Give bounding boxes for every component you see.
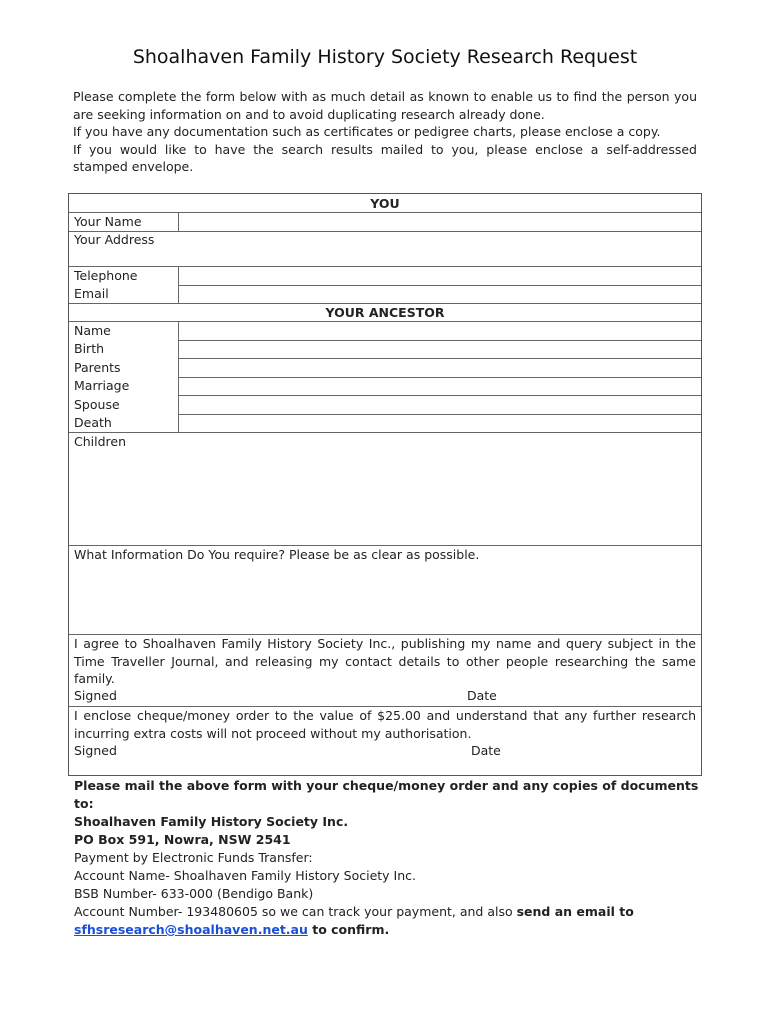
account-number: Account Number- 193480605 so we can track your payment, and also [74, 904, 517, 919]
research-request-form [68, 193, 702, 776]
mail-instruction: Please mail the above form with your cheque/money order and any copies of documents to: [74, 778, 699, 811]
your-address-field[interactable] [179, 232, 701, 266]
intro-paragraph-1: Please complete the form below with as much detail as known to enable us to find the person you are seeking information on and to avoid duplicating research already done. [73, 89, 697, 122]
children-label: Children [74, 434, 127, 449]
spouse-label: Spouse [74, 397, 120, 412]
parents-label: Parents [74, 360, 121, 375]
ancestor-section-header: YOUR ANCESTOR [325, 305, 445, 320]
postal-address: PO Box 591, Nowra, NSW 2541 [74, 832, 291, 847]
signed-label: Signed [74, 688, 117, 703]
death-field[interactable] [179, 415, 701, 432]
information-required-label: What Information Do You require? Please be as clear as possible. [74, 547, 480, 562]
birth-field[interactable] [179, 341, 701, 358]
spouse-field[interactable] [179, 396, 701, 414]
account-number-line [74, 903, 714, 921]
account-name: Account Name- Shoalhaven Family History Society Inc. [74, 868, 416, 883]
your-name-field[interactable] [179, 213, 701, 231]
page-title: Shoalhaven Family History Society Research Request [132, 46, 638, 68]
intro-text [73, 88, 697, 176]
organization-name: Shoalhaven Family History Society Inc. [74, 814, 349, 829]
death-label: Death [74, 415, 112, 430]
confirm-text: to confirm. [307, 922, 390, 937]
bsb-number: BSB Number- 633-000 (Bendigo Bank) [74, 886, 314, 901]
eft-heading: Payment by Electronic Funds Transfer: [74, 850, 313, 865]
you-section-header: YOU [370, 196, 400, 211]
your-name-label: Your Name [74, 214, 142, 229]
send-email-text: send an email to [516, 904, 634, 919]
payment-agreement-text: I enclose cheque/money order to the value of $25.00 and understand that any further research incurring extra costs will not proceed without my authorisation. [74, 708, 696, 741]
email-field[interactable] [179, 286, 701, 303]
your-address-label: Your Address [74, 232, 155, 247]
marriage-field[interactable] [179, 378, 701, 395]
signed-label: Signed [74, 743, 117, 758]
divider [69, 303, 701, 304]
publishing-consent-text: I agree to Shoalhaven Family History Society Inc., publishing my name and query subject in the Time Traveller Journal, and releasing my contact details to other people researching the same family. [74, 636, 696, 686]
children-field[interactable] [69, 433, 701, 544]
email-label: Email [74, 286, 109, 301]
intro-paragraph-2: If you have any documentation such as certificates or pedigree charts, please enclose a copy. [73, 124, 661, 139]
birth-label: Birth [74, 341, 105, 356]
information-required-field[interactable] [69, 546, 701, 634]
ancestor-name-field[interactable] [179, 322, 701, 340]
email-link[interactable]: sfhsresearch@shoalhaven.net.au [74, 922, 308, 937]
date-label: Date [471, 743, 501, 758]
date-label: Date [467, 688, 497, 703]
mailing-instructions [74, 777, 714, 939]
telephone-label: Telephone [74, 268, 138, 283]
telephone-field[interactable] [179, 267, 701, 285]
intro-paragraph-3: If you would like to have the search results mailed to you, please enclose a self-addressed stamped envelope. [73, 141, 697, 174]
marriage-label: Marriage [74, 378, 130, 393]
confirm-line [74, 921, 714, 939]
ancestor-name-label: Name [74, 323, 111, 338]
parents-field[interactable] [179, 359, 701, 377]
